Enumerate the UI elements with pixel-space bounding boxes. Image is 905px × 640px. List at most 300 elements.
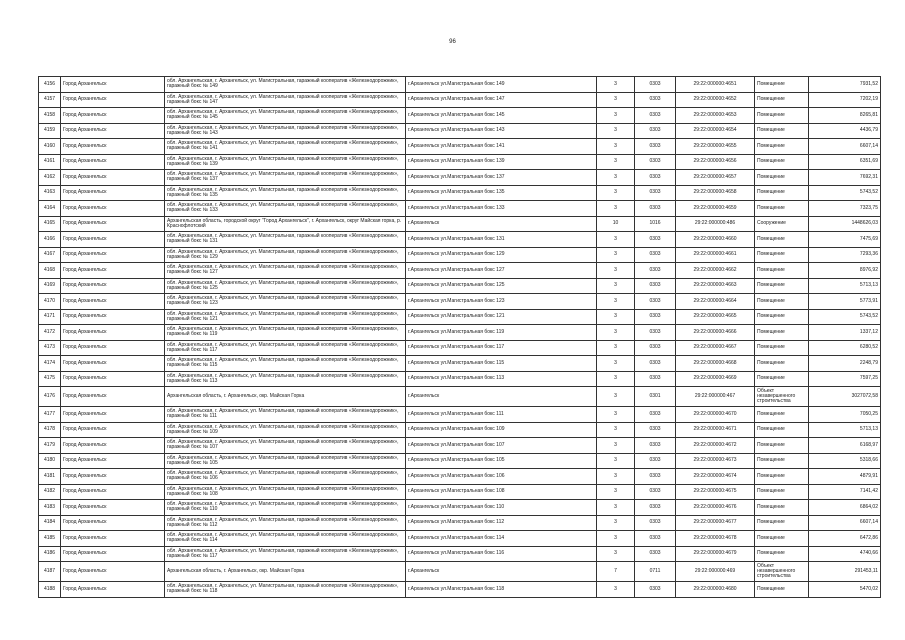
short-address-cell: г.Архангельск ул.Магистральная бокс 133 [406, 201, 597, 217]
row-number: 4186 [39, 546, 61, 562]
cadastral-number-cell: 29:22:000000:4680 [676, 582, 755, 598]
object-type-cell: Помещение [755, 407, 809, 423]
value-cell: 6472,86 [809, 531, 881, 547]
value-cell: 5470,02 [809, 582, 881, 598]
object-type-cell: Помещение [755, 170, 809, 186]
short-address-cell: г.Архангельск ул.Магистральная бокс 147 [406, 92, 597, 108]
row-number: 4158 [39, 108, 61, 124]
district-code-cell: 0303 [635, 247, 676, 263]
short-address-cell: г.Архангельск [406, 216, 597, 232]
table-row [39, 325, 881, 341]
district-code-cell: 0303 [635, 154, 676, 170]
code-cell: 3 [597, 77, 635, 93]
full-address-cell: обл. Архангельская, г. Архангельск, ул. Магистральная, гаражный кооператив «Железнодорожник», гаражный бокс № 123 [165, 294, 406, 310]
short-address-cell: г.Архангельск ул.Магистральная бокс 111 [406, 407, 597, 423]
object-type-cell: Помещение [755, 232, 809, 248]
district-code-cell: 0303 [635, 438, 676, 454]
value-cell: 5713,13 [809, 278, 881, 294]
code-cell: 3 [597, 422, 635, 438]
code-cell: 10 [597, 216, 635, 232]
district-code-cell: 0303 [635, 325, 676, 341]
row-number: 4160 [39, 139, 61, 155]
municipality-cell: Город Архангельск [61, 387, 165, 407]
district-code-cell: 0303 [635, 453, 676, 469]
full-address-cell: обл. Архангельская, г. Архангельск, ул. Магистральная, гаражный кооператив «Железнодорожник», гаражный бокс № 147 [165, 92, 406, 108]
full-address-cell: Архангельская область, г. Архангельск, окр. Майская Горка [165, 562, 406, 582]
full-address-cell: обл. Архангельская, г. Архангельск, ул. Магистральная, гаражный кооператив «Железнодорожник», гаражный бокс № 129 [165, 247, 406, 263]
short-address-cell: г.Архангельск ул.Магистральная бокс 116 [406, 546, 597, 562]
code-cell: 3 [597, 438, 635, 454]
short-address-cell: г.Архангельск ул.Магистральная бокс 121 [406, 309, 597, 325]
object-type-cell: Помещение [755, 356, 809, 372]
cadastral-number-cell: 29:22:000000:4665 [676, 309, 755, 325]
table-row [39, 531, 881, 547]
table-row [39, 247, 881, 263]
municipality-cell: Город Архангельск [61, 356, 165, 372]
value-cell: 6351,69 [809, 154, 881, 170]
district-code-cell: 0303 [635, 531, 676, 547]
table-row [39, 185, 881, 201]
row-number: 4168 [39, 263, 61, 279]
cadastral-number-cell: 29:22:000000:4670 [676, 407, 755, 423]
object-type-cell: Помещение [755, 92, 809, 108]
value-cell: 6607,14 [809, 515, 881, 531]
code-cell: 3 [597, 247, 635, 263]
table-row [39, 500, 881, 516]
short-address-cell: г.Архангельск ул.Магистральная бокс 106 [406, 469, 597, 485]
district-code-cell: 0303 [635, 582, 676, 598]
cadastral-number-cell: 29:22:000000:4672 [676, 438, 755, 454]
table-row [39, 422, 881, 438]
value-cell: 5318,66 [809, 453, 881, 469]
municipality-cell: Город Архангельск [61, 294, 165, 310]
code-cell: 3 [597, 154, 635, 170]
cadastral-number-cell: 29:22:000000:486 [676, 216, 755, 232]
row-number: 4188 [39, 582, 61, 598]
table-row [39, 278, 881, 294]
value-cell: 1337,12 [809, 325, 881, 341]
object-type-cell: Помещение [755, 422, 809, 438]
object-type-cell: Помещение [755, 500, 809, 516]
object-type-cell: Объект незавершенного строительства [755, 562, 809, 582]
value-cell: 7050,25 [809, 407, 881, 423]
cadastral-number-cell: 29:22:000000:4676 [676, 500, 755, 516]
municipality-cell: Город Архангельск [61, 77, 165, 93]
table-row [39, 216, 881, 232]
municipality-cell: Город Архангельск [61, 232, 165, 248]
full-address-cell: обл. Архангельская, г. Архангельск, ул. Магистральная, гаражный кооператив «Железнодорожник», гаражный бокс № 113 [165, 371, 406, 387]
municipality-cell: Город Архангельск [61, 185, 165, 201]
page-number: 96 [449, 39, 456, 45]
table-row [39, 387, 881, 407]
value-cell: 2248,79 [809, 356, 881, 372]
district-code-cell: 0303 [635, 232, 676, 248]
row-number: 4180 [39, 453, 61, 469]
full-address-cell: обл. Архангельская, г. Архангельск, ул. Магистральная, гаражный кооператив «Железнодорожник», гаражный бокс № 139 [165, 154, 406, 170]
value-cell: 4740,66 [809, 546, 881, 562]
row-number: 4163 [39, 185, 61, 201]
value-cell: 5743,52 [809, 185, 881, 201]
municipality-cell: Город Архангельск [61, 515, 165, 531]
district-code-cell: 1016 [635, 216, 676, 232]
table-row [39, 356, 881, 372]
municipality-cell: Город Архангельск [61, 531, 165, 547]
row-number: 4176 [39, 387, 61, 407]
table-row [39, 371, 881, 387]
full-address-cell: обл. Архангельская, г. Архангельск, ул. Магистральная, гаражный кооператив «Железнодорожник», гаражный бокс № 135 [165, 185, 406, 201]
full-address-cell: обл. Архангельская, г. Архангельск, ул. Магистральная, гаражный кооператив «Железнодорожник», гаражный бокс № 117 [165, 546, 406, 562]
code-cell: 3 [597, 185, 635, 201]
short-address-cell: г.Архангельск ул.Магистральная бокс 131 [406, 232, 597, 248]
table-row [39, 309, 881, 325]
full-address-cell: обл. Архангельская, г. Архангельск, ул. Магистральная, гаражный кооператив «Железнодорожник», гаражный бокс № 125 [165, 278, 406, 294]
row-number: 4173 [39, 340, 61, 356]
municipality-cell: Город Архангельск [61, 170, 165, 186]
full-address-cell: обл. Архангельская, г. Архангельск, ул. Магистральная, гаражный кооператив «Железнодорожник», гаражный бокс № 114 [165, 531, 406, 547]
code-cell: 3 [597, 531, 635, 547]
object-type-cell: Помещение [755, 340, 809, 356]
short-address-cell: г.Архангельск [406, 387, 597, 407]
full-address-cell: обл. Архангельская, г. Архангельск, ул. Магистральная, гаражный кооператив «Железнодорожник», гаражный бокс № 143 [165, 123, 406, 139]
short-address-cell: г.Архангельск ул.Магистральная бокс 109 [406, 422, 597, 438]
table-row [39, 294, 881, 310]
short-address-cell: г.Архангельск ул.Магистральная бокс 119 [406, 325, 597, 341]
table-row [39, 469, 881, 485]
short-address-cell: г.Архангельск ул.Магистральная бокс 112 [406, 515, 597, 531]
row-number: 4157 [39, 92, 61, 108]
value-cell: 1448626,03 [809, 216, 881, 232]
short-address-cell: г.Архангельск ул.Магистральная бокс 105 [406, 453, 597, 469]
object-type-cell: Помещение [755, 309, 809, 325]
table-row [39, 582, 881, 598]
registry-table [38, 76, 881, 598]
short-address-cell: г.Архангельск ул.Магистральная бокс 107 [406, 438, 597, 454]
municipality-cell: Город Архангельск [61, 546, 165, 562]
table-row [39, 340, 881, 356]
table-row [39, 201, 881, 217]
cadastral-number-cell: 29:22:000000:4659 [676, 201, 755, 217]
code-cell: 3 [597, 515, 635, 531]
cadastral-number-cell: 29:22:000000:4669 [676, 371, 755, 387]
municipality-cell: Город Архангельск [61, 469, 165, 485]
value-cell: 3027072,58 [809, 387, 881, 407]
row-number: 4179 [39, 438, 61, 454]
value-cell: 6864,02 [809, 500, 881, 516]
code-cell: 3 [597, 582, 635, 598]
code-cell: 3 [597, 108, 635, 124]
municipality-cell: Город Архангельск [61, 278, 165, 294]
value-cell: 5773,91 [809, 294, 881, 310]
table-row [39, 123, 881, 139]
row-number: 4164 [39, 201, 61, 217]
short-address-cell: г.Архангельск ул.Магистральная бокс 118 [406, 582, 597, 598]
district-code-cell: 0303 [635, 139, 676, 155]
short-address-cell: г.Архангельск ул.Магистральная бокс 115 [406, 356, 597, 372]
municipality-cell: Город Архангельск [61, 340, 165, 356]
object-type-cell: Помещение [755, 438, 809, 454]
full-address-cell: обл. Архангельская, г. Архангельск, ул. Магистральная, гаражный кооператив «Железнодорожник», гаражный бокс № 127 [165, 263, 406, 279]
value-cell: 6607,14 [809, 139, 881, 155]
cadastral-number-cell: 29:22:000000:4662 [676, 263, 755, 279]
cadastral-number-cell: 29:22:000000:4679 [676, 546, 755, 562]
municipality-cell: Город Архангельск [61, 263, 165, 279]
row-number: 4185 [39, 531, 61, 547]
short-address-cell: г.Архангельск ул.Магистральная бокс 114 [406, 531, 597, 547]
row-number: 4165 [39, 216, 61, 232]
row-number: 4166 [39, 232, 61, 248]
code-cell: 3 [597, 371, 635, 387]
table-row [39, 77, 881, 93]
row-number: 4187 [39, 562, 61, 582]
object-type-cell: Помещение [755, 531, 809, 547]
value-cell: 7931,52 [809, 77, 881, 93]
district-code-cell: 0711 [635, 562, 676, 582]
code-cell: 3 [597, 546, 635, 562]
short-address-cell: г.Архангельск ул.Магистральная бокс 125 [406, 278, 597, 294]
cadastral-number-cell: 29:22:000000:4652 [676, 92, 755, 108]
municipality-cell: Город Архангельск [61, 201, 165, 217]
object-type-cell: Помещение [755, 154, 809, 170]
table-row [39, 92, 881, 108]
short-address-cell: г.Архангельск ул.Магистральная бокс 108 [406, 484, 597, 500]
cadastral-number-cell: 29:22:000000:4655 [676, 139, 755, 155]
district-code-cell: 0303 [635, 340, 676, 356]
cadastral-number-cell: 29:22:000000:4657 [676, 170, 755, 186]
table-row [39, 232, 881, 248]
table-row [39, 139, 881, 155]
code-cell: 3 [597, 484, 635, 500]
object-type-cell: Помещение [755, 77, 809, 93]
cadastral-number-cell: 29:22:000000:4660 [676, 232, 755, 248]
municipality-cell: Город Архангельск [61, 422, 165, 438]
full-address-cell: обл. Архангельская, г. Архангельск, ул. Магистральная, гаражный кооператив «Железнодорожник», гаражный бокс № 121 [165, 309, 406, 325]
value-cell: 291453,11 [809, 562, 881, 582]
table-row [39, 154, 881, 170]
code-cell: 3 [597, 294, 635, 310]
object-type-cell: Помещение [755, 582, 809, 598]
row-number: 4156 [39, 77, 61, 93]
object-type-cell: Помещение [755, 294, 809, 310]
row-number: 4167 [39, 247, 61, 263]
municipality-cell: Город Архангельск [61, 438, 165, 454]
object-type-cell: Сооружение [755, 216, 809, 232]
table-row [39, 562, 881, 582]
full-address-cell: Архангельская область, г. Архангельск, окр. Майская Горка [165, 387, 406, 407]
municipality-cell: Город Архангельск [61, 216, 165, 232]
code-cell: 3 [597, 139, 635, 155]
code-cell: 3 [597, 469, 635, 485]
row-number: 4183 [39, 500, 61, 516]
full-address-cell: обл. Архангельская, г. Архангельск, ул. Магистральная, гаражный кооператив «Железнодорожник», гаражный бокс № 145 [165, 108, 406, 124]
municipality-cell: Город Архангельск [61, 123, 165, 139]
cadastral-number-cell: 29:22:000000:4667 [676, 340, 755, 356]
cadastral-number-cell: 29:22:000000:467 [676, 387, 755, 407]
municipality-cell: Город Архангельск [61, 582, 165, 598]
value-cell: 7475,69 [809, 232, 881, 248]
cadastral-number-cell: 29:22:000000:469 [676, 562, 755, 582]
short-address-cell: г.Архангельск ул.Магистральная бокс 113 [406, 371, 597, 387]
district-code-cell: 0303 [635, 515, 676, 531]
object-type-cell: Помещение [755, 185, 809, 201]
table-row [39, 453, 881, 469]
full-address-cell: обл. Архангельская, г. Архангельск, ул. Магистральная, гаражный кооператив «Железнодорожник», гаражный бокс № 118 [165, 582, 406, 598]
value-cell: 7202,19 [809, 92, 881, 108]
short-address-cell: г.Архангельск ул.Магистральная бокс 117 [406, 340, 597, 356]
row-number: 4162 [39, 170, 61, 186]
code-cell: 3 [597, 201, 635, 217]
object-type-cell: Помещение [755, 515, 809, 531]
value-cell: 8265,81 [809, 108, 881, 124]
row-number: 4182 [39, 484, 61, 500]
municipality-cell: Город Архангельск [61, 562, 165, 582]
municipality-cell: Город Архангельск [61, 407, 165, 423]
short-address-cell: г.Архангельск ул.Магистральная бокс 135 [406, 185, 597, 201]
municipality-cell: Город Архангельск [61, 154, 165, 170]
code-cell: 3 [597, 263, 635, 279]
cadastral-number-cell: 29:22:000000:4651 [676, 77, 755, 93]
value-cell: 4879,91 [809, 469, 881, 485]
full-address-cell: обл. Архангельская, г. Архангельск, ул. Магистральная, гаражный кооператив «Железнодорожник», гаражный бокс № 110 [165, 500, 406, 516]
full-address-cell: обл. Архангельская, г. Архангельск, ул. Магистральная, гаражный кооператив «Железнодорожник», гаражный бокс № 131 [165, 232, 406, 248]
value-cell: 7323,75 [809, 201, 881, 217]
full-address-cell: обл. Архангельская, г. Архангельск, ул. Магистральная, гаражный кооператив «Железнодорожник», гаражный бокс № 107 [165, 438, 406, 454]
municipality-cell: Город Архангельск [61, 500, 165, 516]
cadastral-number-cell: 29:22:000000:4678 [676, 531, 755, 547]
registry-rows [39, 77, 881, 598]
row-number: 4174 [39, 356, 61, 372]
value-cell: 5743,52 [809, 309, 881, 325]
district-code-cell: 0303 [635, 123, 676, 139]
value-cell: 7141,42 [809, 484, 881, 500]
short-address-cell: г.Архангельск ул.Магистральная бокс 149 [406, 77, 597, 93]
cadastral-number-cell: 29:22:000000:4661 [676, 247, 755, 263]
cadastral-number-cell: 29:22:000000:4656 [676, 154, 755, 170]
row-number: 4171 [39, 309, 61, 325]
district-code-cell: 0303 [635, 92, 676, 108]
code-cell: 3 [597, 123, 635, 139]
short-address-cell: г.Архангельск ул.Магистральная бокс 110 [406, 500, 597, 516]
short-address-cell: г.Архангельск ул.Магистральная бокс 137 [406, 170, 597, 186]
code-cell: 3 [597, 170, 635, 186]
district-code-cell: 0303 [635, 108, 676, 124]
short-address-cell: г.Архангельск ул.Магистральная бокс 139 [406, 154, 597, 170]
object-type-cell: Помещение [755, 469, 809, 485]
cadastral-number-cell: 29:22:000000:4663 [676, 278, 755, 294]
full-address-cell: обл. Архангельская, г. Архангельск, ул. Магистральная, гаражный кооператив «Железнодорожник», гаражный бокс № 115 [165, 356, 406, 372]
full-address-cell: обл. Архангельская, г. Архангельск, ул. Магистральная, гаражный кооператив «Железнодорожник», гаражный бокс № 137 [165, 170, 406, 186]
short-address-cell: г.Архангельск ул.Магистральная бокс 129 [406, 247, 597, 263]
code-cell: 3 [597, 232, 635, 248]
object-type-cell: Помещение [755, 325, 809, 341]
full-address-cell: обл. Архангельская, г. Архангельск, ул. Магистральная, гаражный кооператив «Железнодорожник», гаражный бокс № 109 [165, 422, 406, 438]
object-type-cell: Помещение [755, 263, 809, 279]
district-code-cell: 0303 [635, 546, 676, 562]
short-address-cell: г.Архангельск ул.Магистральная бокс 127 [406, 263, 597, 279]
cadastral-number-cell: 29:22:000000:4671 [676, 422, 755, 438]
district-code-cell: 0303 [635, 309, 676, 325]
table-row [39, 407, 881, 423]
code-cell: 3 [597, 407, 635, 423]
code-cell: 3 [597, 309, 635, 325]
cadastral-number-cell: 29:22:000000:4664 [676, 294, 755, 310]
cadastral-number-cell: 29:22:000000:4674 [676, 469, 755, 485]
district-code-cell: 0303 [635, 371, 676, 387]
value-cell: 6280,52 [809, 340, 881, 356]
object-type-cell: Помещение [755, 108, 809, 124]
object-type-cell: Помещение [755, 371, 809, 387]
code-cell: 3 [597, 387, 635, 407]
row-number: 4161 [39, 154, 61, 170]
municipality-cell: Город Архангельск [61, 139, 165, 155]
cadastral-number-cell: 29:22:000000:4677 [676, 515, 755, 531]
value-cell: 7692,31 [809, 170, 881, 186]
short-address-cell: г.Архангельск ул.Магистральная бокс 123 [406, 294, 597, 310]
municipality-cell: Город Архангельск [61, 453, 165, 469]
row-number: 4170 [39, 294, 61, 310]
object-type-cell: Помещение [755, 278, 809, 294]
cadastral-number-cell: 29:22:000000:4673 [676, 453, 755, 469]
row-number: 4181 [39, 469, 61, 485]
short-address-cell: г.Архангельск [406, 562, 597, 582]
short-address-cell: г.Архангельск ул.Магистральная бокс 141 [406, 139, 597, 155]
code-cell: 3 [597, 453, 635, 469]
cadastral-number-cell: 29:22:000000:4653 [676, 108, 755, 124]
district-code-cell: 0303 [635, 294, 676, 310]
table-row [39, 484, 881, 500]
value-cell: 7293,36 [809, 247, 881, 263]
object-type-cell: Помещение [755, 201, 809, 217]
row-number: 4175 [39, 371, 61, 387]
table-row [39, 263, 881, 279]
object-type-cell: Помещение [755, 123, 809, 139]
full-address-cell: обл. Архангельская, г. Архангельск, ул. Магистральная, гаражный кооператив «Железнодорожник», гаражный бокс № 106 [165, 469, 406, 485]
row-number: 4178 [39, 422, 61, 438]
district-code-cell: 0301 [635, 387, 676, 407]
row-number: 4177 [39, 407, 61, 423]
municipality-cell: Город Архангельск [61, 325, 165, 341]
full-address-cell: обл. Архангельская, г. Архангельск, ул. Магистральная, гаражный кооператив «Железнодорожник», гаражный бокс № 117 [165, 340, 406, 356]
value-cell: 6168,97 [809, 438, 881, 454]
table-row [39, 438, 881, 454]
municipality-cell: Город Архангельск [61, 309, 165, 325]
full-address-cell: обл. Архангельская, г. Архангельск, ул. Магистральная, гаражный кооператив «Железнодорожник», гаражный бокс № 141 [165, 139, 406, 155]
code-cell: 7 [597, 562, 635, 582]
municipality-cell: Город Архангельск [61, 484, 165, 500]
object-type-cell: Помещение [755, 546, 809, 562]
value-cell: 8976,92 [809, 263, 881, 279]
full-address-cell: обл. Архангельская, г. Архангельск, ул. Магистральная, гаражный кооператив «Железнодорожник», гаражный бокс № 133 [165, 201, 406, 217]
object-type-cell: Объект незавершенного строительства [755, 387, 809, 407]
code-cell: 3 [597, 356, 635, 372]
code-cell: 3 [597, 278, 635, 294]
district-code-cell: 0303 [635, 170, 676, 186]
short-address-cell: г.Архангельск ул.Магистральная бокс 143 [406, 123, 597, 139]
value-cell: 5713,13 [809, 422, 881, 438]
value-cell: 7597,25 [809, 371, 881, 387]
district-code-cell: 0303 [635, 201, 676, 217]
full-address-cell: обл. Архангельская, г. Архангельск, ул. Магистральная, гаражный кооператив «Железнодорожник», гаражный бокс № 105 [165, 453, 406, 469]
code-cell: 3 [597, 92, 635, 108]
row-number: 4184 [39, 515, 61, 531]
full-address-cell: обл. Архангельская, г. Архангельск, ул. Магистральная, гаражный кооператив «Железнодорожник», гаражный бокс № 111 [165, 407, 406, 423]
district-code-cell: 0303 [635, 263, 676, 279]
object-type-cell: Помещение [755, 453, 809, 469]
district-code-cell: 0303 [635, 356, 676, 372]
short-address-cell: г.Архангельск ул.Магистральная бокс 145 [406, 108, 597, 124]
district-code-cell: 0303 [635, 422, 676, 438]
municipality-cell: Город Архангельск [61, 108, 165, 124]
table-row [39, 515, 881, 531]
